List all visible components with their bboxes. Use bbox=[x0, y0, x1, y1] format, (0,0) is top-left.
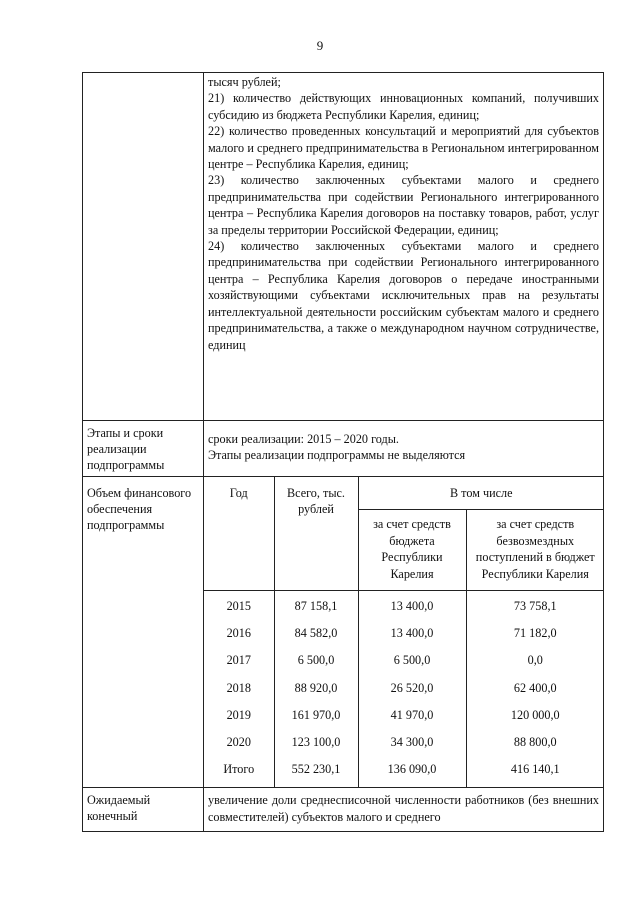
indicator-item-22: 22) количество проведенных консультаций и мероприятий для субъектов малого и среднего предпринимательства в Региональном интегрированном центре – Республика Карелия, единиц; bbox=[208, 124, 599, 172]
indicators-row bbox=[83, 73, 604, 421]
finance-year: 2015 bbox=[226, 599, 251, 614]
finance-col-year: Год bbox=[204, 477, 274, 591]
finance-year: 2020 bbox=[226, 734, 251, 749]
finance-grants-value: 62 400,0 bbox=[513, 680, 557, 695]
finance-year: 2017 bbox=[226, 653, 251, 668]
finance-budget-value: 41 970,0 bbox=[390, 707, 434, 722]
finance-col-grants: за счет средств безвозмездных поступлений в бюджет Республики Карелия bbox=[466, 510, 604, 591]
finance-col-total: Всего, тыс. рублей bbox=[274, 477, 358, 591]
finance-table bbox=[204, 477, 604, 787]
finance-total: 6 500,0 bbox=[297, 653, 335, 668]
finance-grants-value: 120 000,0 bbox=[510, 707, 560, 722]
stages-label: Этапы и сроки реализации подпрограммы bbox=[83, 421, 204, 477]
finance-budget-value: 6 500,0 bbox=[393, 653, 431, 668]
finance-total: 87 158,1 bbox=[294, 599, 338, 614]
finance-col-budget: за счет средств бюджета Республики Карелия bbox=[358, 510, 466, 591]
finance-total: 161 970,0 bbox=[291, 707, 341, 722]
finance-year: 2018 bbox=[226, 680, 251, 695]
finance-grand-total: 552 230,1 bbox=[291, 762, 341, 777]
finance-budget-value: 34 300,0 bbox=[390, 734, 434, 749]
finance-total: 88 920,0 bbox=[294, 680, 338, 695]
finance-grants-column bbox=[466, 591, 604, 788]
finance-budget-value: 26 520,0 bbox=[390, 680, 434, 695]
finance-row bbox=[83, 477, 604, 788]
finance-col-including: В том числе bbox=[358, 477, 604, 510]
finance-budget-value: 13 400,0 bbox=[390, 599, 434, 614]
finance-budget-value: 13 400,0 bbox=[390, 626, 434, 641]
finance-grants-value: 0,0 bbox=[527, 653, 543, 668]
page-number: 9 bbox=[316, 38, 324, 53]
finance-header-row bbox=[204, 477, 604, 510]
finance-year: 2016 bbox=[226, 626, 251, 641]
stages-row bbox=[83, 421, 604, 477]
finance-year-total: Итого bbox=[223, 762, 255, 777]
indicators-label-cell bbox=[83, 73, 204, 421]
stages-period: сроки реализации: 2015 – 2020 годы. bbox=[208, 432, 399, 446]
indicator-item: тысяч рублей; bbox=[208, 75, 281, 89]
finance-grants-value: 88 800,0 bbox=[513, 734, 557, 749]
finance-grants-value: 73 758,1 bbox=[513, 599, 557, 614]
finance-grants-value: 71 182,0 bbox=[513, 626, 557, 641]
finance-budget-column bbox=[358, 591, 466, 788]
finance-values-row bbox=[204, 591, 604, 788]
finance-year: 2019 bbox=[226, 707, 251, 722]
indicator-item-21: 21) количество действующих инновационных компаний, получивших субсидию из бюджета Республики Карелия, единиц; bbox=[208, 91, 599, 122]
indicator-item-23: 23) количество заключенных субъектами малого и среднего предпринимательства при содействии Регионального интегрированного центра – Республика Карелия договоров на поставку товаров, работ, услуг за пределы территории Российской Федерации, единиц; bbox=[208, 173, 599, 237]
expected-result-label: Ожидаемый конечный bbox=[83, 788, 204, 832]
indicators-content-cell bbox=[204, 73, 604, 421]
finance-total: 84 582,0 bbox=[294, 626, 338, 641]
stages-note: Этапы реализации подпрограммы не выделяются bbox=[208, 448, 466, 463]
finance-label: Объем финансового обеспечения подпрограммы bbox=[83, 477, 204, 788]
finance-totals-column bbox=[274, 591, 358, 788]
finance-grants-total: 416 140,1 bbox=[510, 762, 560, 777]
finance-cell bbox=[204, 477, 604, 788]
expected-result-text: увеличение доли среднесписочной численности работников (без внешних совместителей) субъектов малого и среднего bbox=[204, 788, 604, 832]
stages-content-cell bbox=[204, 421, 604, 477]
finance-years-column bbox=[204, 591, 274, 788]
indicator-item-24: 24) количество заключенных субъектами малого и среднего предпринимательства при содействии Регионального интегрированного центра – Республика Карелия договоров о передаче иностранными хозяйствующими субъектами исключительных прав на результаты интеллектуальной деятельности российским субъектам малого и среднего предпринимательства, а также о международном научном сотрудничестве, единиц bbox=[208, 239, 599, 352]
finance-total: 123 100,0 bbox=[291, 734, 341, 749]
finance-budget-total: 136 090,0 bbox=[387, 762, 437, 777]
subprogram-passport-table bbox=[82, 72, 604, 832]
expected-result-row bbox=[83, 788, 604, 832]
